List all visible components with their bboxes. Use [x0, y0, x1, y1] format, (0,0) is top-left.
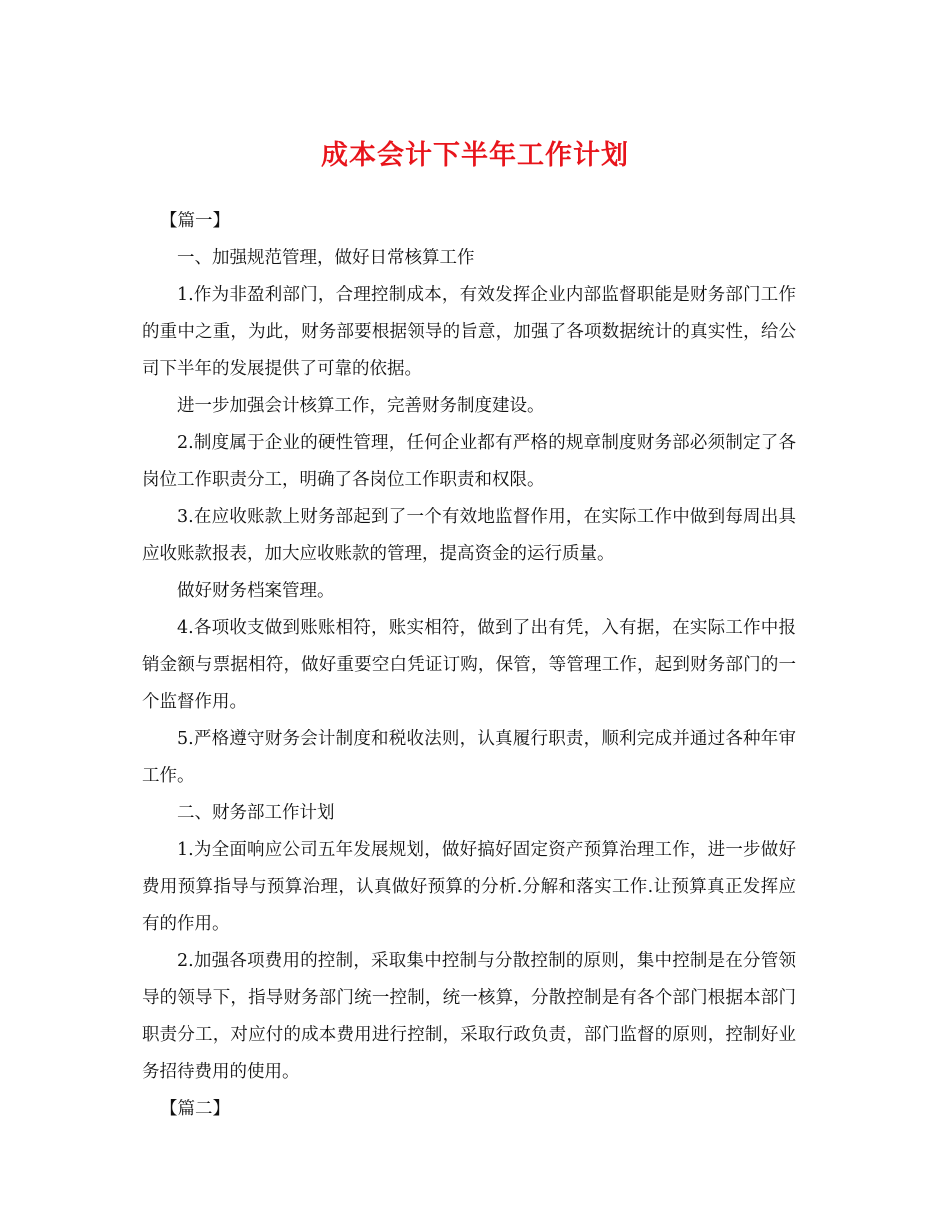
document-title: 成本会计下半年工作计划: [321, 140, 629, 171]
paragraph: 3.在应收账款上财务部起到了一个有效地监督作用，在实际工作中做到每周出具应收账款报表，加大应收账款的管理，提高资金的运行质量。: [142, 507, 796, 564]
paragraph: 4.各项收支做到账账相符，账实相符，做到了出有凭，入有据，在实际工作中报销金额与票据相符，做好重要空白凭证订购，保管，等管理工作，起到财务部门的一个监督作用。: [142, 618, 796, 712]
paragraph: 2.加强各项费用的控制，采取集中控制与分散控制的原则，集中控制是在分管领导的领导下，指导财务部门统一控制，统一核算，分散控制是有各个部门根据本部门职责分工，对应付的成本费用进行控制，采取行政负责，部门监督的原则，控制好业务招待费用的使用。: [142, 951, 796, 1082]
paragraph: 二、财务部工作计划: [177, 803, 335, 823]
document-body: [142, 203, 796, 1128]
paragraph: 1.为全面响应公司五年发展规划，做好搞好固定资产预算治理工作，进一步做好费用预算指导与预算治理，认真做好预算的分析.分解和落实工作.让预算真正发挥应有的作用。: [142, 840, 796, 934]
paragraph: 2.制度属于企业的硬性管理，任何企业都有严格的规章制度财务部必须制定了各岗位工作职责分工，明确了各岗位工作职责和权限。: [142, 433, 796, 490]
section-heading-1: 【篇一】: [160, 211, 230, 231]
section-heading-2: 【篇二】: [160, 1099, 230, 1119]
paragraph: 进一步加强会计核算工作，完善财务制度建设。: [177, 396, 545, 416]
paragraph: 一、加强规范管理，做好日常核算工作: [177, 248, 475, 268]
paragraph: 5.严格遵守财务会计制度和税收法则，认真履行职责，顺利完成并通过各种年审工作。: [142, 729, 796, 786]
paragraph: 1.作为非盈利部门，合理控制成本，有效发挥企业内部监督职能是财务部门工作的重中之重，为此，财务部要根据领导的旨意，加强了各项数据统计的真实性，给公司下半年的发展提供了可靠的依据。: [142, 285, 796, 379]
paragraph: 做好财务档案管理。: [177, 581, 335, 601]
